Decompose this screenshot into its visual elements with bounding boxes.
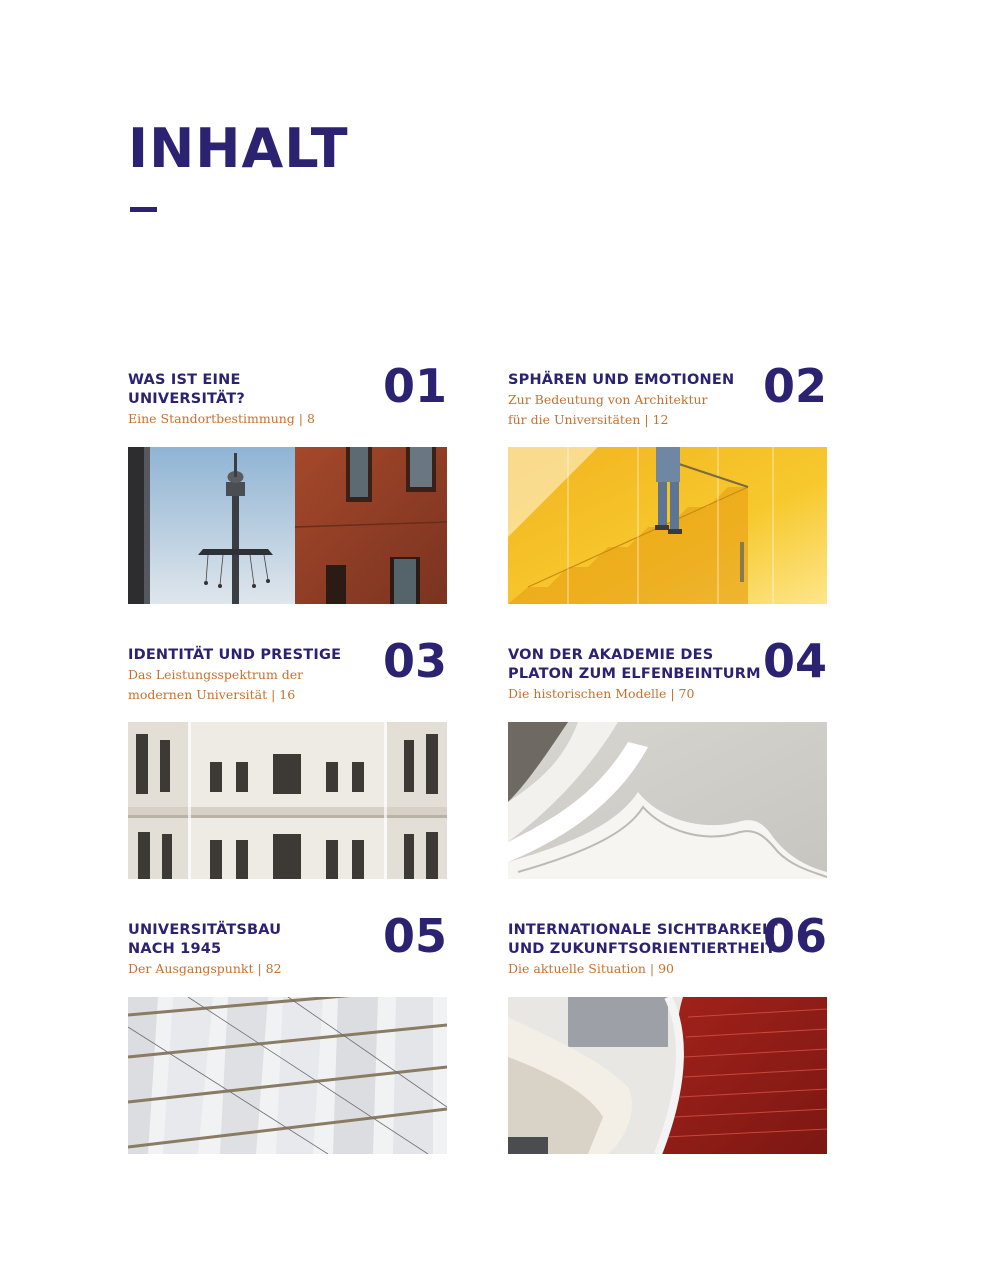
entry-title: IDENTITÄT UND PRESTIGE bbox=[128, 647, 342, 663]
entry-title: UNIVERSITÄTSBAU NACH 1945 bbox=[128, 922, 282, 957]
entry-title: SPHÄREN UND EMOTIONEN bbox=[508, 372, 735, 388]
toc-entry-06[interactable] bbox=[508, 909, 827, 996]
entry-title: VON DER AKADEMIE DES PLATON ZUM ELFENBEINTURM bbox=[508, 647, 761, 682]
chapter-photo bbox=[508, 722, 827, 879]
chapter-photo bbox=[128, 447, 447, 604]
chapter-photo bbox=[508, 447, 827, 604]
chapter-photo bbox=[128, 997, 447, 1154]
toc-entry-02[interactable] bbox=[508, 359, 827, 446]
chapter-number: 05 bbox=[382, 909, 447, 963]
entry-subtitle: Der Ausgangspunkt | 82 bbox=[128, 961, 282, 976]
chapter-number: 02 bbox=[762, 359, 827, 413]
entry-subtitle: Zur Bedeutung von Architektur für die Universitäten | 12 bbox=[508, 392, 708, 427]
toc-entry-04[interactable] bbox=[508, 634, 827, 721]
chapter-number: 01 bbox=[382, 359, 447, 413]
entry-subtitle: Das Leistungsspektrum der modernen Universität | 16 bbox=[128, 667, 304, 702]
toc-entry-01[interactable] bbox=[128, 359, 447, 446]
chapter-photo bbox=[508, 997, 827, 1154]
entry-subtitle: Die historischen Modelle | 70 bbox=[508, 686, 695, 701]
entry-subtitle: Eine Standortbestimmung | 8 bbox=[128, 411, 315, 426]
chapter-number: 03 bbox=[382, 634, 447, 688]
page-title: INHALT bbox=[128, 117, 349, 180]
entry-title: INTERNATIONALE SICHTBARKEIT UND ZUKUNFTSORIENTIERTHEIT bbox=[508, 922, 778, 957]
title-dash bbox=[130, 207, 157, 212]
chapter-number: 06 bbox=[762, 909, 827, 963]
chapter-number: 04 bbox=[762, 634, 827, 688]
toc-entry-03[interactable] bbox=[128, 634, 447, 721]
entry-title: WAS IST EINE UNIVERSITÄT? bbox=[128, 372, 245, 407]
chapter-photo bbox=[128, 722, 447, 879]
toc-entry-05[interactable] bbox=[128, 909, 447, 996]
entry-subtitle: Die aktuelle Situation | 90 bbox=[508, 961, 675, 976]
